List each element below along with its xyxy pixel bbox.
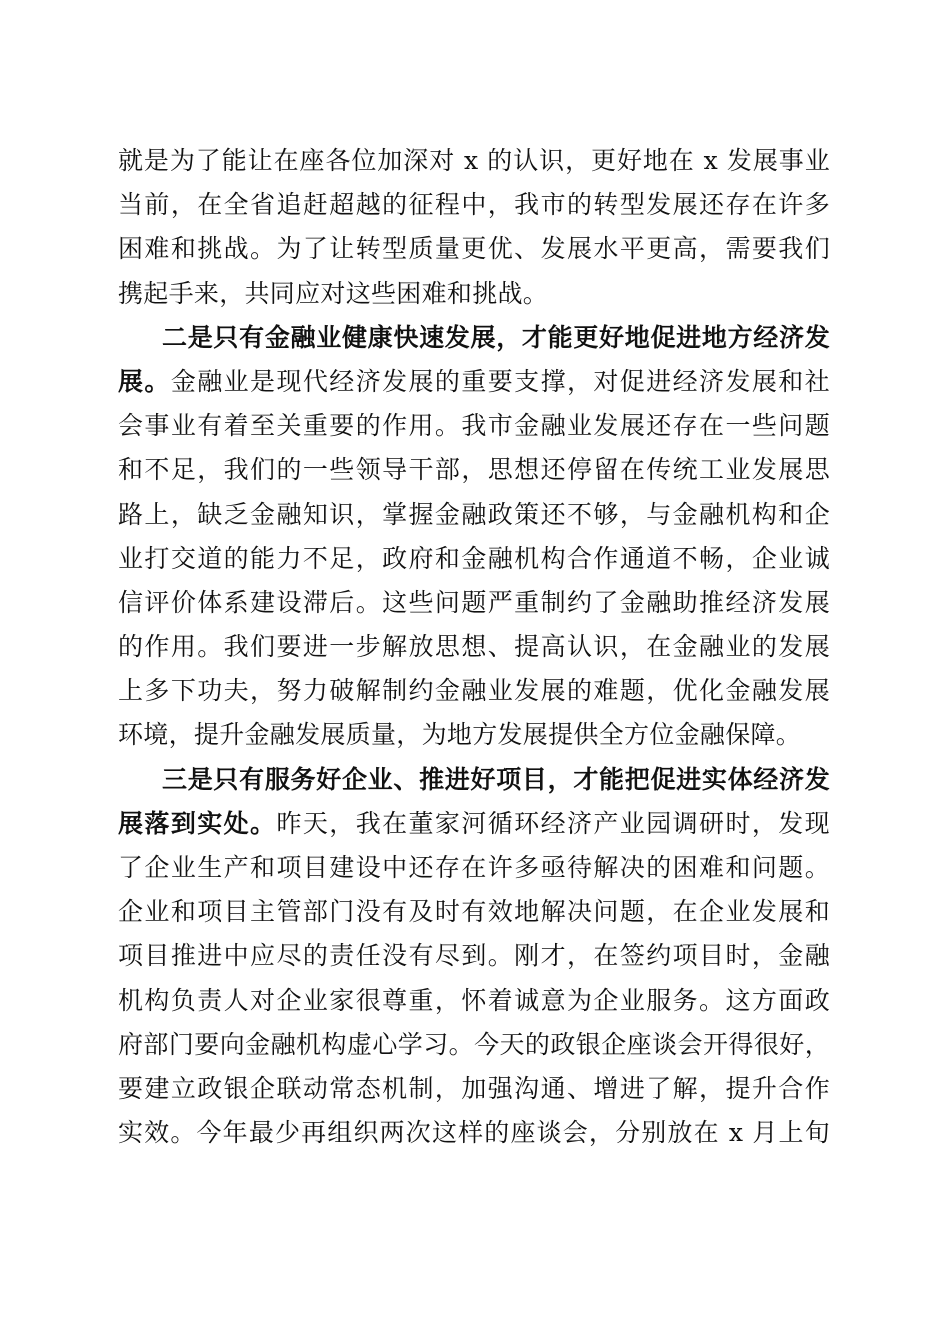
text-line: 上多下功夫，努力破解制约金融业发展的难题，优化金融发展: [118, 676, 830, 706]
text-line: 项目推进中应尽的责任没有尽到。刚才，在签约项目时，金融: [118, 941, 830, 971]
text-line: 和不足，我们的一些领导干部，思想还停留在传统工业发展思: [118, 455, 830, 485]
paragraph-1: [118, 139, 830, 316]
text-line: 困难和挑战。为了让转型质量更优、发展水平更高，需要我们: [118, 234, 830, 264]
text-line: [118, 360, 830, 404]
text-line: 要建立政银企联动常态机制，加强沟通、增进了解，提升合作: [118, 1073, 830, 1103]
text-line: 会事业有着至关重要的作用。我市金融业发展还存在一些问题: [118, 411, 830, 441]
text-line: 路上，缺乏金融知识，掌握金融政策还不够，与金融机构和企: [118, 499, 830, 529]
text-line: 了企业生产和项目建设中还存在许多亟待解决的困难和问题。: [118, 853, 830, 882]
text-line: 信评价体系建设滞后。这些问题严重制约了金融助推经济发展: [118, 587, 830, 617]
text-line: 环境，提升金融发展质量，为地方发展提供全方位金融保障。: [118, 720, 802, 750]
text-line: 机构负责人对企业家很尊重，怀着诚意为企业服务。这方面政: [118, 985, 830, 1015]
text-line: 就是为了能让在座各位加深对 x 的认识，更好地在 x 发展事业: [118, 146, 830, 175]
section-heading-end: 展。: [118, 366, 171, 396]
paragraph-2: [118, 316, 830, 758]
text-line: 携起手来，共同应对这些困难和挑战。: [118, 278, 549, 308]
text-fragment: 金融业是现代经济发展的重要支撑，对促进经济发展和社: [170, 366, 830, 396]
document-body: [118, 139, 830, 1155]
text-line: 企业和项目主管部门没有及时有效地解决问题，在企业发展和: [118, 897, 830, 927]
text-line: 的作用。我们要进一步解放思想、提高认识，在金融业的发展: [118, 632, 830, 662]
section-heading: 三是只有服务好企业、推进好项目，才能把促进实体经济发: [162, 764, 830, 794]
text-line: [118, 802, 830, 846]
text-line: 府部门要向金融机构虚心学习。今天的政银企座谈会开得很好，: [118, 1029, 830, 1059]
section-heading-end: 展落到实处。: [118, 808, 277, 838]
text-fragment: 昨天，我在董家河循环经济产业园调研时，发现: [276, 808, 830, 838]
text-line: 业打交道的能力不足，政府和金融机构合作通道不畅，企业诚: [118, 543, 830, 573]
section-heading: 二是只有金融业健康快速发展，才能更好地促进地方经济发: [162, 322, 830, 352]
paragraph-3: [118, 758, 830, 1156]
text-line: 实效。今年最少再组织两次这样的座谈会，分别放在 x 月上旬: [118, 1118, 830, 1148]
text-line: 当前，在全省追赶超越的征程中，我市的转型发展还存在许多: [118, 190, 830, 220]
